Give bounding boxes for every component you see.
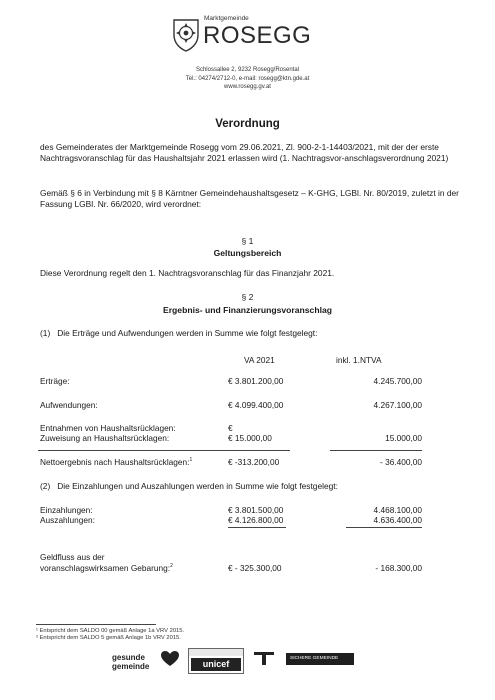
- contact-line: Tel.: 04274/2712-0, e-mail: rosegg@ktn.gde.at: [185, 75, 310, 82]
- netto-ntva: - 36.400,00: [380, 457, 422, 467]
- column-header-va: VA 2021: [244, 355, 275, 365]
- netto-va: € -313.200,00: [228, 457, 280, 467]
- unicef-logo: unicef: [191, 658, 241, 671]
- letterhead-contact: [0, 66, 495, 92]
- auszahlungen-label: Auszahlungen:: [40, 515, 95, 525]
- auszahlungen-ntva: 4.636.400,00: [373, 515, 422, 525]
- footnote-ref-1: 1: [189, 457, 193, 464]
- netto-label-text: Nettoergebnis nach Haushaltsrücklagen:: [40, 457, 190, 467]
- unicef-badge: [188, 648, 244, 674]
- legal-basis-paragraph: Gemäß § 6 in Verbindung mit § 8 Kärntner Gemeindehaushaltsgesetz – K-GHG, LGBl. Nr. 80/2019, zuletzt in der Fassung LGBl. Nr. 66/2020, wird verordnet:: [40, 188, 459, 209]
- intro-paragraph: des Gemeinderates der Marktgemeinde Rosegg vom 29.06.2021, Zl. 900-2-1-14403/2021, mit der der erste Nachtragsvoranschlag für das Haushaltsjahr 2021 erlassen wird (1. Nachtragsvor-anschlagsverordnung 2021): [40, 142, 449, 163]
- document-title: Verordnung: [215, 118, 280, 130]
- row-ntva: 4.267.100,00: [373, 400, 422, 410]
- footnote-separator: [36, 624, 156, 625]
- gesunde-gemeinde-badge: [112, 649, 182, 679]
- row-va: € 3.801.200,00: [228, 376, 284, 386]
- emblem-icon: [253, 651, 275, 667]
- einzahlungen-ntva: 4.468.100,00: [373, 505, 422, 515]
- badge-text: SICHERE GEMEINDE: [290, 656, 339, 661]
- divider-line: [346, 527, 422, 528]
- entnahmen-label: Entnahmen von Haushaltsrücklagen:: [40, 423, 176, 433]
- section-2-number: § 2: [241, 292, 254, 302]
- badge-text: gesunde: [112, 653, 145, 662]
- auszahlungen-va: € 4.126.800,00: [228, 515, 284, 525]
- row-ntva: 4.245.700,00: [373, 376, 422, 386]
- divider-line: [38, 450, 290, 451]
- section-2-paragraph-2: (2) Die Einzahlungen und Auszahlungen werden in Summe wie folgt festgelegt:: [40, 481, 338, 491]
- geldfluss-ntva: - 168.300,00: [375, 563, 422, 573]
- geldfluss-va: € - 325.300,00: [228, 563, 282, 573]
- geldfluss-label-line-1: Geldfluss aus der: [40, 552, 105, 562]
- section-1-heading: Geltungsbereich: [213, 248, 282, 258]
- web-line: www.rosegg.gv.at: [224, 84, 271, 90]
- municipality-logo: [171, 15, 321, 57]
- badge-text: gemeinde: [112, 662, 150, 671]
- section-2-heading: Ergebnis- und Finanzierungsvoranschlag: [162, 305, 333, 315]
- entnahmen-va: €: [228, 423, 233, 433]
- einzahlungen-va: € 3.801.500,00: [228, 505, 284, 515]
- row-label: Aufwendungen:: [40, 400, 98, 410]
- row-label: Erträge:: [40, 376, 70, 386]
- footnote-ref-2: 2: [170, 563, 173, 570]
- geldfluss-label: [40, 563, 173, 573]
- coat-of-arms-icon: [171, 17, 201, 53]
- badge-top-strip: [189, 649, 243, 656]
- column-header-ntva: inkl. 1.NTVA: [336, 355, 382, 365]
- brand-title: ROSEGG: [203, 22, 312, 49]
- footnote-2: ² Entspricht dem SALDO 5 gemäß Anlage 1b VRV 2015.: [36, 635, 181, 641]
- netto-label: [40, 457, 192, 467]
- brand-subtitle: Marktgemeinde: [204, 15, 249, 22]
- heart-icon: [160, 650, 180, 668]
- divider-line: [228, 527, 286, 528]
- address-line: Schlossallee 2, 9232 Rosegg/Rosental: [195, 67, 300, 73]
- sichere-gemeinde-badge: [286, 653, 354, 665]
- geldfluss-label-line-2: voranschlagswirksamen Gebarung:: [40, 563, 171, 573]
- section-1-text: Diese Verordnung regelt den 1. Nachtragsvoranschlag für das Finanzjahr 2021.: [40, 268, 335, 278]
- divider-line: [330, 450, 422, 451]
- zuweisung-label: Zuweisung an Haushaltsrücklagen:: [40, 433, 170, 443]
- section-1-number: § 1: [241, 236, 254, 246]
- einzahlungen-label: Einzahlungen:: [40, 505, 93, 515]
- footnote-1: ¹ Entspricht dem SALDO 00 gemäß Anlage 1a VRV 2015.: [36, 628, 185, 634]
- row-va: € 4.099.400,00: [228, 400, 284, 410]
- zuweisung-va: € 15.000,00: [228, 433, 272, 443]
- zuweisung-ntva: 15.000,00: [385, 433, 422, 443]
- section-2-paragraph-1: (1) Die Erträge und Aufwendungen werden in Summe wie folgt festgelegt:: [40, 328, 318, 338]
